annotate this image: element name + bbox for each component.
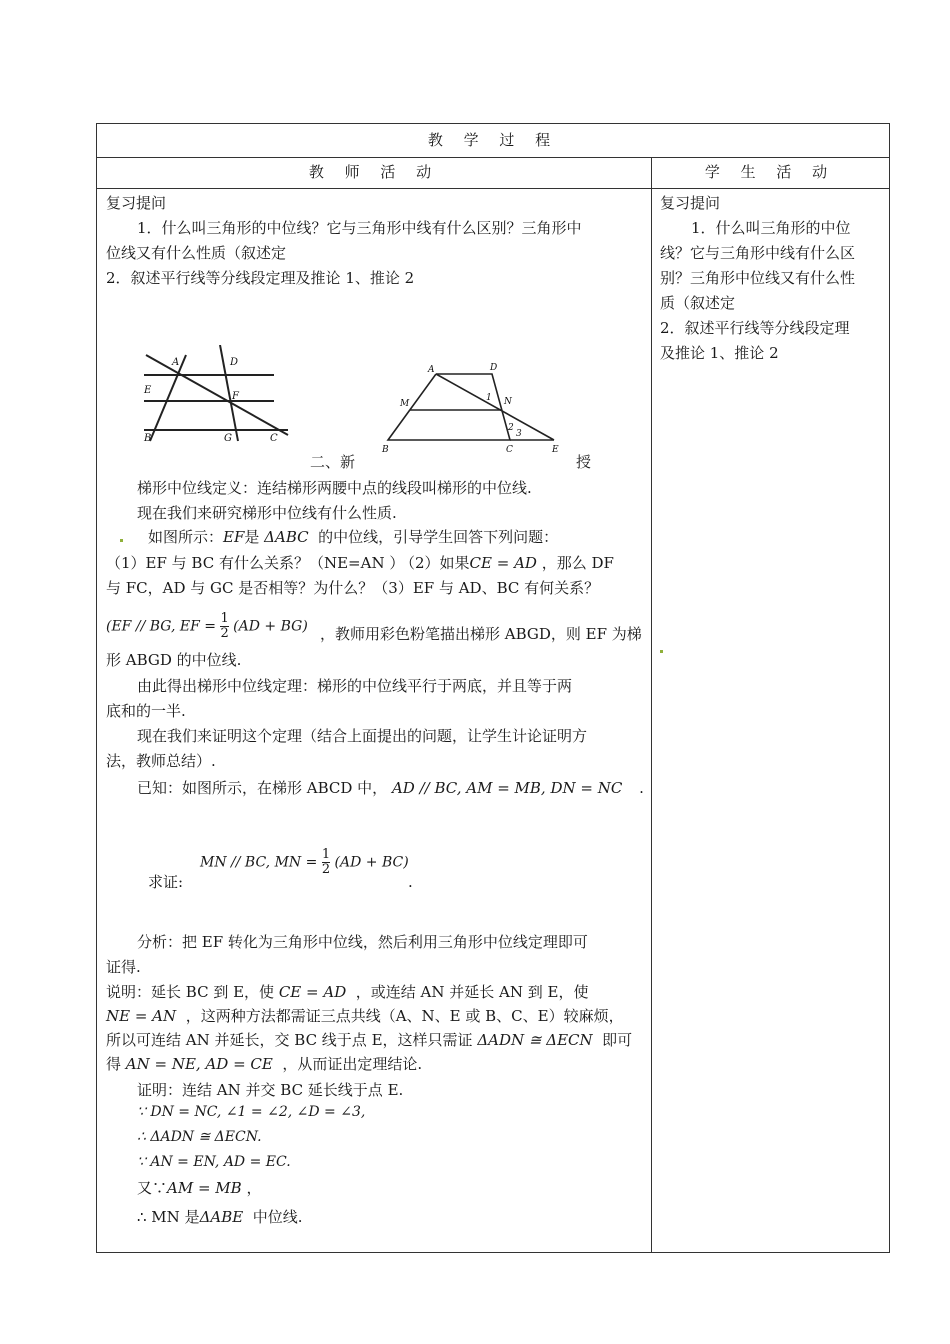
fig1-label-d: D <box>230 357 239 368</box>
seek-formula: MN // BC, MN = $\frac{1}{2}$ (AD + BC) <box>200 847 409 877</box>
trapezoid-figure <box>380 360 560 456</box>
review-q1-line1: 1．什么叫三角形的中位线？它与三角形中线有什么区别？三角形中 <box>137 219 582 237</box>
table-title: 教 学 过 程 <box>97 124 889 158</box>
student-review-title: 复习提问 <box>660 194 721 212</box>
review-q1-line2: 位线又有什么性质（叙述定 <box>106 244 287 262</box>
analysis-line1: 分析：把 EF 转化为三角形中位线，然后利用三角形中位线定理即可 <box>137 933 588 951</box>
midline-definition: 梯形中位线定义：连结梯形两腰中点的线段叫梯形的中位线. <box>137 479 532 497</box>
transversal-line-ac <box>146 355 288 435</box>
fig2-angle-3: 3 <box>516 429 522 439</box>
explain-line4: 得 AN = NE, AD = CE ，从而证出定理结论. <box>106 1055 423 1073</box>
fig1-label-f: F <box>232 391 239 402</box>
review-title: 复习提问 <box>106 194 167 212</box>
question-3: 与 FC，AD 与 GC 是否相等？为什么？（3）EF 与 AD、BC 有何关系？ <box>106 579 600 597</box>
answer-text-2: 形 ABGD 的中位线. <box>106 651 242 669</box>
prove-line1: 现在我们来证明这个定理（结合上面提出的问题，让学生计论证明方 <box>137 727 588 745</box>
proof-step-3: ∵ AN = EN, AD = EC. <box>137 1154 291 1170</box>
student-line-5: 2．叙述平行线等分线段定理 <box>660 319 850 337</box>
fig2-label-e: E <box>552 445 559 455</box>
fig2-label-n: N <box>504 397 512 407</box>
seek-end: . <box>408 873 413 891</box>
fig1-label-a: A <box>172 357 180 368</box>
student-line-3: 别？三角形中位线又有什么性 <box>660 269 856 287</box>
fig2-label-a: A <box>428 365 435 375</box>
student-line-1: 1．什么叫三角形的中位 <box>691 219 851 237</box>
theorem-line2: 底和的一半. <box>106 702 186 720</box>
table-header-row <box>97 157 889 189</box>
proof-step-1: ∵ DN = NC, ∠1 = ∠2, ∠D = ∠3, <box>137 1104 366 1120</box>
fig1-label-e: E <box>144 385 152 396</box>
answer-formula: (EF // BG, EF = $\frac{1}{2}$ (AD + BG) <box>106 611 308 641</box>
figure-intro: 如图所示：EF是 ΔABC 的中位线，引导学生回答下列问题： <box>148 528 559 546</box>
student-line-6: 及推论 1、推论 2 <box>660 344 779 362</box>
proof-step-2: ∴ ΔADN ≅ ΔECN. <box>137 1129 262 1145</box>
column-divider <box>651 157 652 1253</box>
explain-line1: 说明：延长 BC 到 E，使 CE = AD ，或连结 AN 并延长 AN 到 E，使 <box>106 983 589 1001</box>
explain-line2: NE = AN ，这两种方法都需证三点共线（A、N、E 或 B、C、E）较麻烦， <box>106 1007 624 1025</box>
fig1-label-g: G <box>224 433 232 444</box>
fig2-label-c: C <box>506 445 513 455</box>
review-q2: 2．叙述平行线等分线段定理及推论 1、推论 2 <box>106 269 415 287</box>
theorem-line1: 由此得出梯形中位线定理：梯形的中位线平行于两底，并且等于两 <box>137 677 573 695</box>
proof-title: 证明：连结 AN 并交 BC 延长线于点 E. <box>137 1081 404 1099</box>
proof-step-4: 又∵AM = MB ， <box>137 1179 262 1197</box>
proof-step-5: ∴ MN 是ΔABE 中位线. <box>137 1208 303 1226</box>
fig2-label-m: M <box>400 399 410 409</box>
fig2-angle-1: 1 <box>486 393 492 403</box>
study-intro: 现在我们来研究梯形中位线有什么性质. <box>137 504 397 522</box>
section-teach: 授 <box>576 453 592 471</box>
analysis-line2: 证得. <box>106 958 141 976</box>
fig2-angle-2: 2 <box>508 423 514 433</box>
student-line-2: 线？它与三角形中线有什么区 <box>660 244 856 262</box>
prove-line2: 法，教师总结）. <box>106 752 216 770</box>
parallel-lines-figure <box>140 345 290 445</box>
given-statement: 已知：如图所示，在梯形 ABCD 中， AD // BC, AM = MB, DN = NC . <box>137 779 644 797</box>
answer-text: ，教师用彩色粉笔描出梯形 ABGD，则 EF 为梯 <box>320 625 642 643</box>
fig1-label-b: B <box>144 433 152 444</box>
section-new-lesson: 二、新 <box>310 453 356 471</box>
student-activity-header: 学 生 活 动 <box>704 163 836 181</box>
fig1-label-c: C <box>270 433 278 444</box>
teacher-activity-header: 教 师 活 动 <box>308 163 440 181</box>
question-2: （2）如果CE = AD ，那么 DF <box>400 554 614 572</box>
seek-label: 求证: <box>148 873 184 891</box>
question-1: （1）EF 与 BC 有什么关系？（NE=AN ） <box>106 554 405 572</box>
stray-dot-student <box>660 650 663 653</box>
fig2-label-d: D <box>490 363 498 373</box>
student-line-4: 质（叙述定 <box>660 294 736 312</box>
fig2-label-b: B <box>382 445 389 455</box>
explain-line3: 所以可连结 AN 并延长，交 BC 线于点 E，这样只需证 ΔADN ≅ ΔECN 即可 <box>106 1031 633 1049</box>
stray-dot <box>120 539 123 542</box>
